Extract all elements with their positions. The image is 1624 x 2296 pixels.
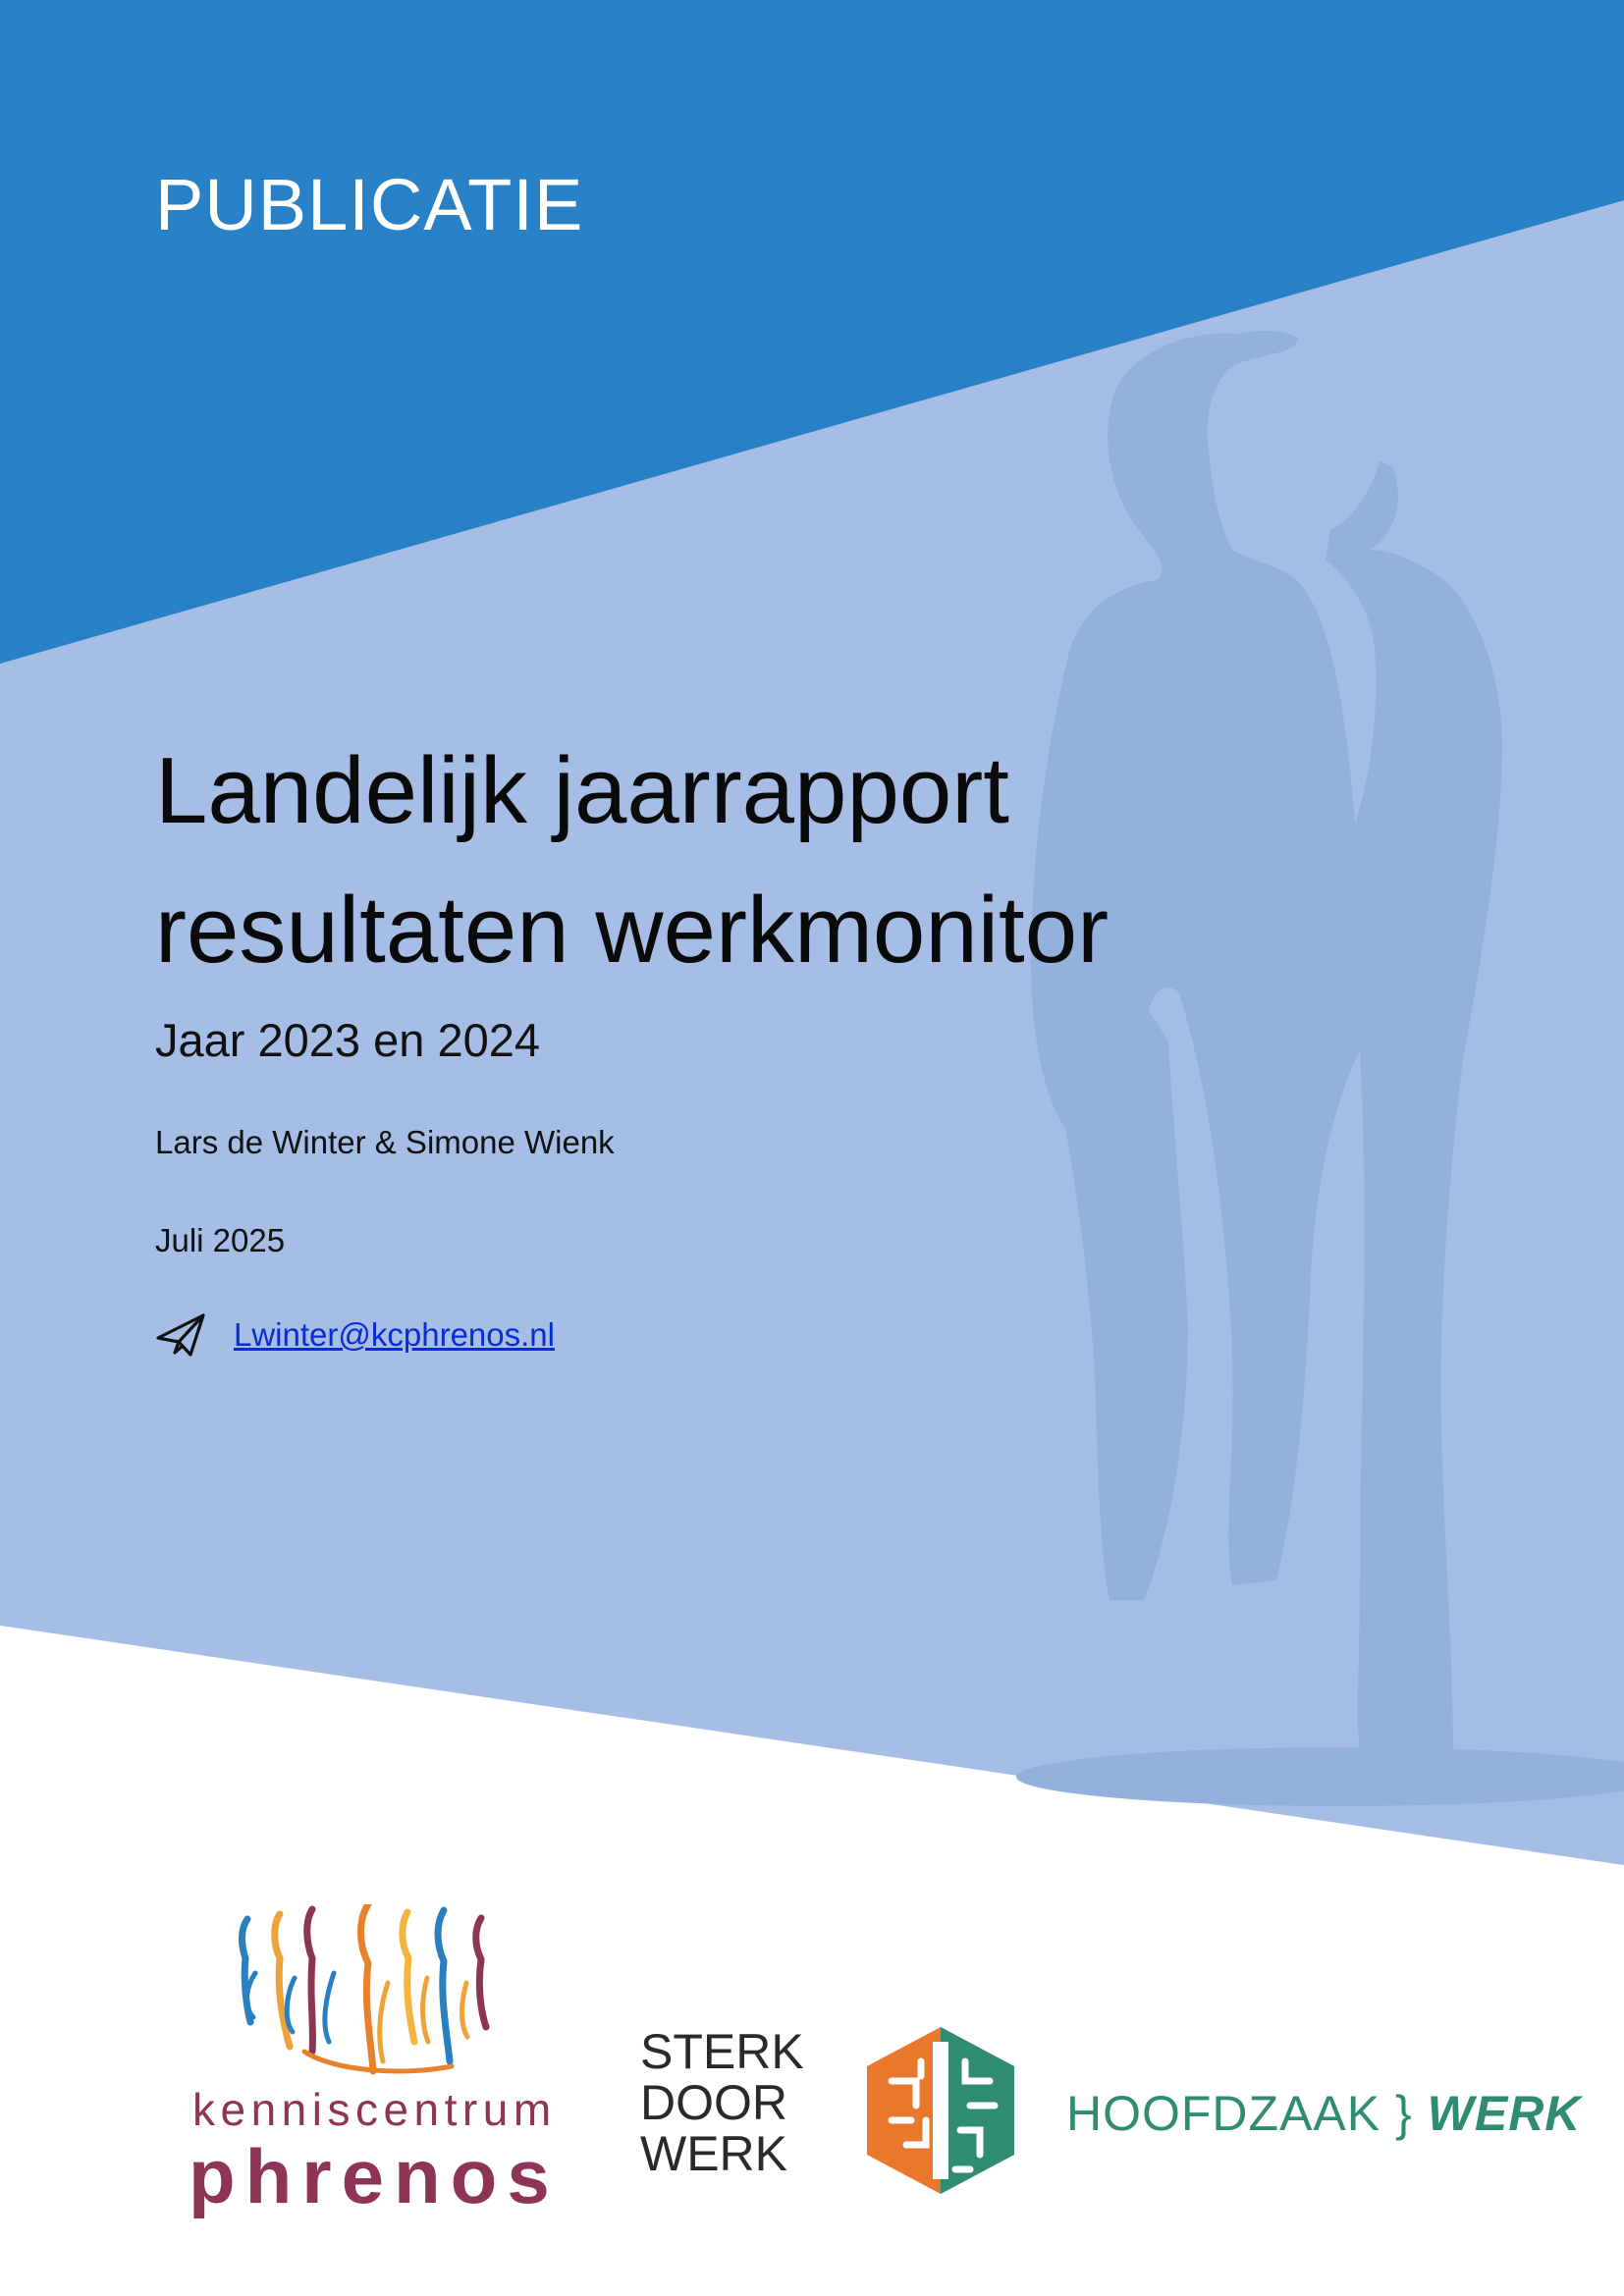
hoofdzaak-werk-word: WERK: [1427, 2086, 1582, 2141]
hoofdzaak-word: HOOFDZAAK: [1066, 2086, 1381, 2141]
contact-email-row: [155, 1310, 555, 1360]
sterk-word: STERK: [640, 2024, 804, 2079]
email-link[interactable]: Lwinter@kcphrenos.nl: [234, 1316, 555, 1353]
sterk-door-werk-brain-icon: [852, 2022, 1029, 2199]
title-line-1: Landelijk jaarrapport: [155, 738, 1009, 843]
sterk-door-werk-logo-text: [640, 2026, 804, 2179]
title-line-2: resultaten werkmonitor: [155, 878, 1110, 983]
hoofdzaak-separator: }: [1395, 2086, 1413, 2141]
page-title: [155, 721, 1382, 1000]
subtitle: Jaar 2023 en 2024: [155, 1014, 540, 1066]
publication-label: PUBLICATIE: [155, 164, 584, 245]
hoofdzaak-werk-logo: [1066, 2085, 1581, 2142]
phrenos-logo-line-1: kenniscentrum: [192, 2084, 557, 2135]
phrenos-logo-line-2: phrenos: [189, 2133, 560, 2219]
publication-date: Juli 2025: [155, 1222, 286, 1258]
door-word: DOOR: [640, 2075, 787, 2130]
paper-plane-icon: [155, 1312, 206, 1358]
werk-word: WERK: [640, 2126, 787, 2181]
authors: Lars de Winter & Simone Wienk: [155, 1124, 615, 1160]
